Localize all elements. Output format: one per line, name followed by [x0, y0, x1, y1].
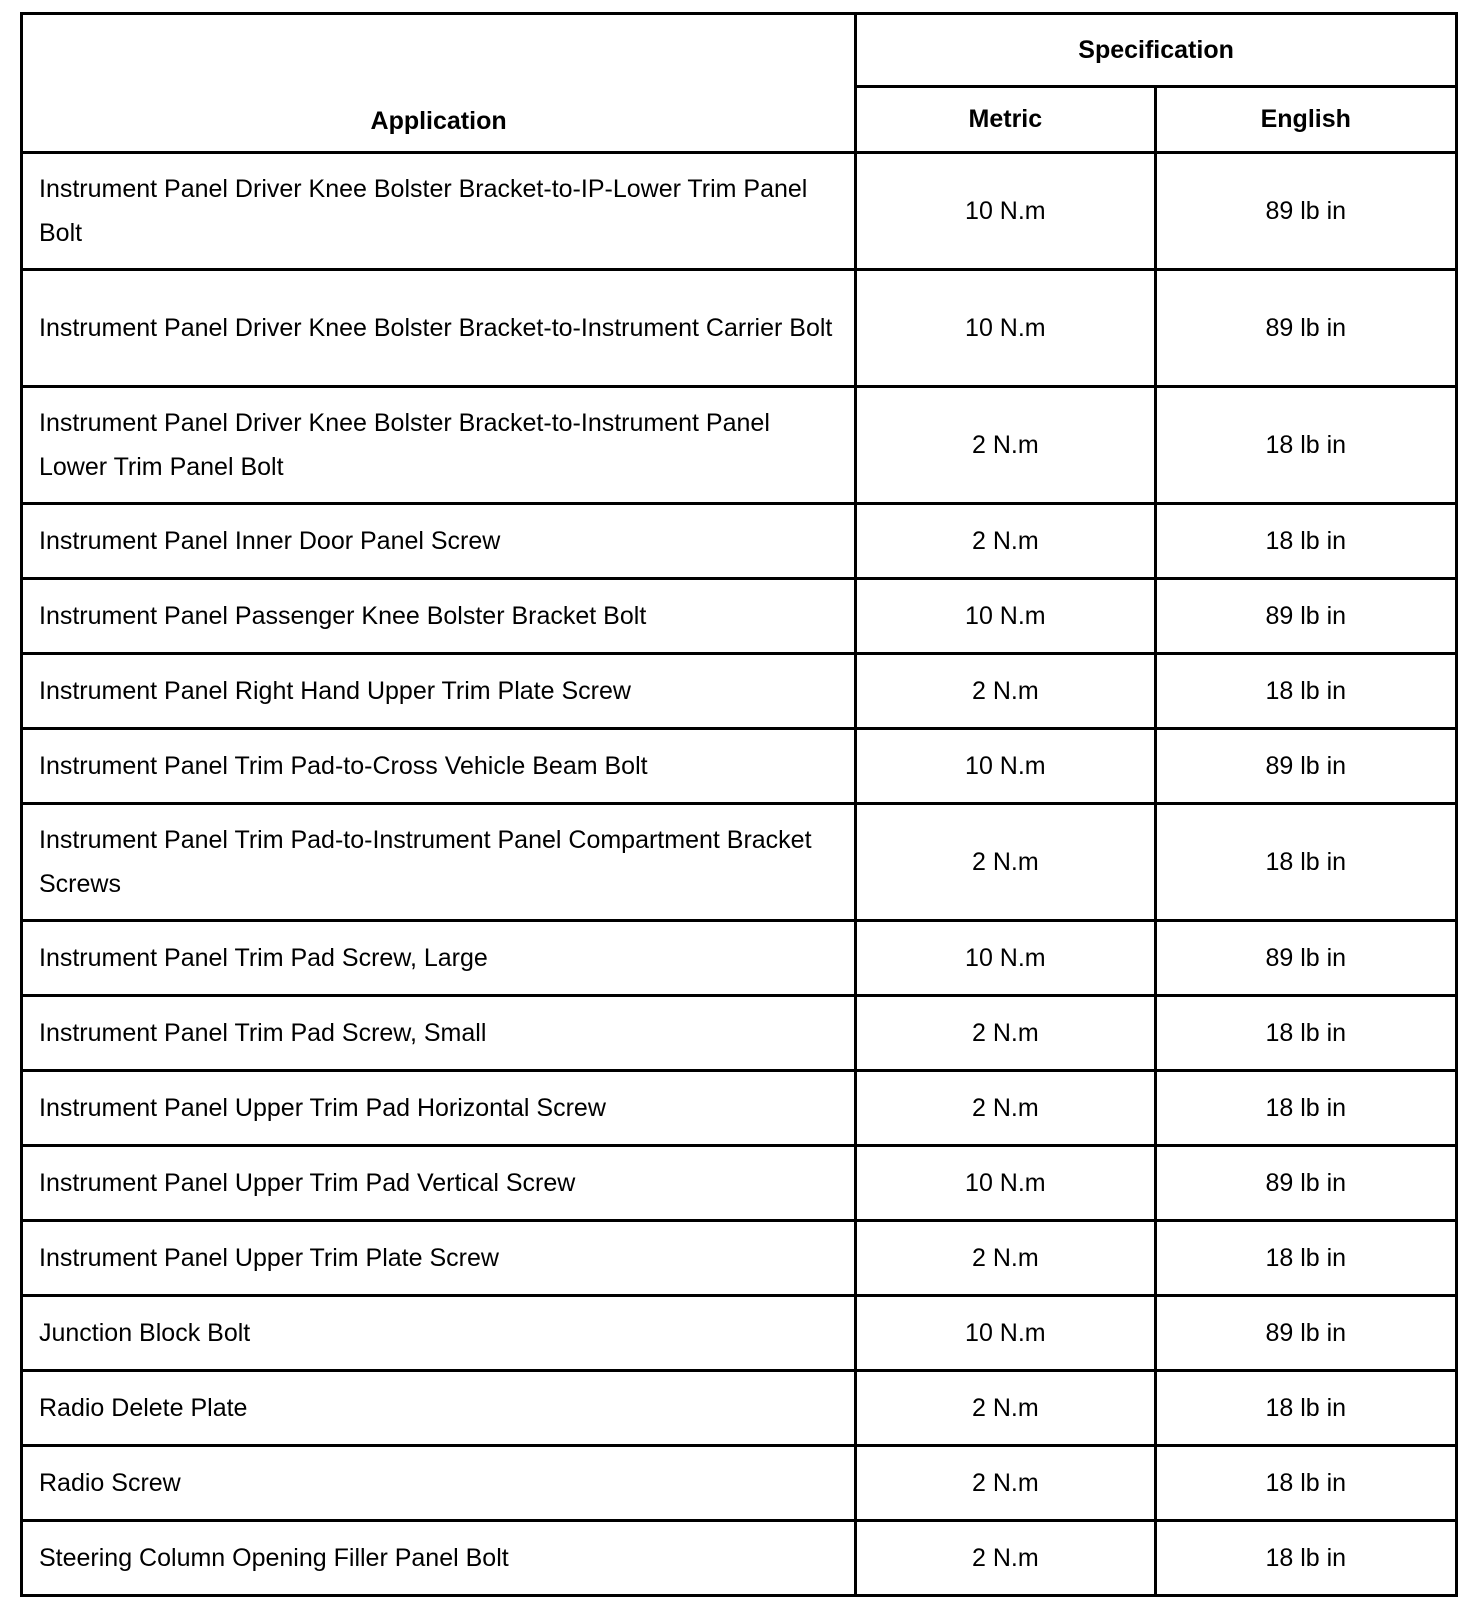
cell-metric: 2 N.m: [856, 654, 1155, 729]
cell-english: 18 lb in: [1155, 387, 1456, 504]
cell-english: 18 lb in: [1155, 804, 1456, 921]
cell-application: Junction Block Bolt: [22, 1296, 856, 1371]
cell-english: 18 lb in: [1155, 1071, 1456, 1146]
table-row: [22, 1296, 1457, 1371]
cell-metric: 2 N.m: [856, 1446, 1155, 1521]
table-row: [22, 579, 1457, 654]
cell-metric: 2 N.m: [856, 996, 1155, 1071]
cell-application: Instrument Panel Upper Trim Pad Vertical Screw: [22, 1146, 856, 1221]
cell-english: 89 lb in: [1155, 1146, 1456, 1221]
cell-metric: 10 N.m: [856, 1296, 1155, 1371]
cell-metric: 10 N.m: [856, 153, 1155, 270]
cell-english: 89 lb in: [1155, 729, 1456, 804]
cell-english: 18 lb in: [1155, 1371, 1456, 1446]
header-application: Application: [22, 14, 856, 153]
cell-application: Instrument Panel Trim Pad-to-Cross Vehicle Beam Bolt: [22, 729, 856, 804]
cell-application: Instrument Panel Right Hand Upper Trim Plate Screw: [22, 654, 856, 729]
cell-application: Instrument Panel Inner Door Panel Screw: [22, 504, 856, 579]
header-metric: Metric: [856, 86, 1155, 152]
table-row: [22, 387, 1457, 504]
cell-metric: 10 N.m: [856, 729, 1155, 804]
cell-application: Steering Column Opening Filler Panel Bolt: [22, 1521, 856, 1596]
cell-metric: 2 N.m: [856, 804, 1155, 921]
cell-application: Instrument Panel Trim Pad-to-Instrument Panel Compartment Bracket Screws: [22, 804, 856, 921]
table-row: [22, 1521, 1457, 1596]
table-row: [22, 1446, 1457, 1521]
cell-metric: 2 N.m: [856, 1521, 1155, 1596]
table-row: [22, 270, 1457, 387]
table-header: [22, 14, 1457, 153]
cell-english: 18 lb in: [1155, 996, 1456, 1071]
cell-application: Radio Delete Plate: [22, 1371, 856, 1446]
cell-application: Instrument Panel Driver Knee Bolster Bracket-to-Instrument Panel Lower Trim Panel Bolt: [22, 387, 856, 504]
header-english: English: [1155, 86, 1456, 152]
cell-metric: 2 N.m: [856, 1071, 1155, 1146]
cell-metric: 2 N.m: [856, 387, 1155, 504]
cell-english: 89 lb in: [1155, 153, 1456, 270]
table-row: [22, 729, 1457, 804]
header-specification: Specification: [856, 14, 1457, 87]
cell-english: 18 lb in: [1155, 654, 1456, 729]
cell-metric: 10 N.m: [856, 270, 1155, 387]
table-row: [22, 504, 1457, 579]
cell-metric: 2 N.m: [856, 504, 1155, 579]
cell-metric: 2 N.m: [856, 1221, 1155, 1296]
table-row: [22, 1146, 1457, 1221]
cell-application: Instrument Panel Driver Knee Bolster Bracket-to-IP-Lower Trim Panel Bolt: [22, 153, 856, 270]
cell-english: 89 lb in: [1155, 270, 1456, 387]
cell-application: Instrument Panel Trim Pad Screw, Large: [22, 921, 856, 996]
table-row: [22, 153, 1457, 270]
cell-metric: 2 N.m: [856, 1371, 1155, 1446]
table-row: [22, 1221, 1457, 1296]
cell-english: 89 lb in: [1155, 579, 1456, 654]
cell-english: 18 lb in: [1155, 1446, 1456, 1521]
cell-application: Instrument Panel Upper Trim Plate Screw: [22, 1221, 856, 1296]
table-row: [22, 1371, 1457, 1446]
cell-english: 18 lb in: [1155, 504, 1456, 579]
cell-metric: 10 N.m: [856, 579, 1155, 654]
table-row: [22, 996, 1457, 1071]
cell-application: Instrument Panel Upper Trim Pad Horizontal Screw: [22, 1071, 856, 1146]
table-row: [22, 654, 1457, 729]
cell-metric: 10 N.m: [856, 921, 1155, 996]
cell-english: 89 lb in: [1155, 921, 1456, 996]
cell-application: Instrument Panel Trim Pad Screw, Small: [22, 996, 856, 1071]
table-row: [22, 1071, 1457, 1146]
cell-english: 18 lb in: [1155, 1221, 1456, 1296]
cell-application: Radio Screw: [22, 1446, 856, 1521]
fastener-specification-table: [20, 12, 1458, 1597]
cell-english: 89 lb in: [1155, 1296, 1456, 1371]
table-row: [22, 921, 1457, 996]
cell-application: Instrument Panel Driver Knee Bolster Bracket-to-Instrument Carrier Bolt: [22, 270, 856, 387]
cell-english: 18 lb in: [1155, 1521, 1456, 1596]
cell-metric: 10 N.m: [856, 1146, 1155, 1221]
table-body: [22, 153, 1457, 1596]
cell-application: Instrument Panel Passenger Knee Bolster Bracket Bolt: [22, 579, 856, 654]
table-row: [22, 804, 1457, 921]
